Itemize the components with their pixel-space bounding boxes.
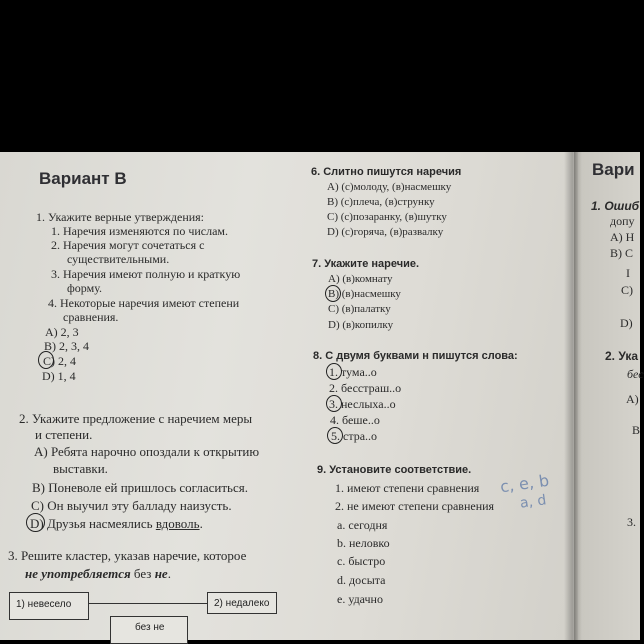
q9-word-d: d. досыта: [337, 573, 386, 587]
facing-q2-cont: бес: [627, 367, 644, 381]
q1-statement-2-cont: существительными.: [67, 252, 170, 266]
cluster-box-1: 1) невесело: [9, 592, 89, 620]
cluster-center-box: без не: [110, 616, 188, 644]
facing-q2-option: A): [626, 392, 639, 406]
q8-prompt: 8. С двумя буквами н пишутся слова:: [313, 350, 518, 362]
answer-circle-mark: [325, 285, 341, 302]
page-gutter-shadow: [564, 152, 578, 640]
q1-option-d: D) 1, 4: [42, 369, 76, 383]
answer-circle-mark: [26, 513, 45, 532]
underlined-answer-word: вдоволь: [155, 516, 200, 531]
q7-option-d: D) (в)копилку: [328, 319, 394, 331]
q9-word-c: c. быстро: [337, 554, 386, 568]
q1-prompt: 1. Укажите верные утверждения:: [36, 210, 205, 224]
q1-statement-3-cont: форму.: [67, 281, 102, 295]
handwritten-answer: a, d: [519, 492, 548, 512]
facing-option-a: A) Н: [610, 230, 635, 244]
q9-category-1: 1. имеют степени сравнения: [335, 481, 480, 495]
facing-option-d: D): [620, 316, 633, 330]
q3-prompt-cont: не употребляется без не.: [25, 566, 171, 581]
answer-circle-mark: [326, 395, 342, 412]
q6-prompt: 6. Слитно пишутся наречия: [311, 166, 462, 178]
q2-option-a-cont: выставки.: [53, 461, 108, 476]
facing-option-b: B) С: [610, 246, 634, 260]
q1-statement-2: 2. Наречия могут сочетаться с: [51, 238, 205, 252]
q7-option-c: C) (в)палатку: [328, 303, 391, 315]
q2-option-a: A) Ребята нарочно опоздали к открытию: [34, 444, 260, 459]
facing-option-c: C): [621, 283, 633, 297]
facing-q3: 3.: [627, 515, 636, 529]
q8-word-4: 4. беше..о: [330, 413, 380, 427]
q6-option-b: B) (с)плеча, (в)струнку: [327, 196, 435, 208]
facing-q2-option-b: B: [632, 423, 641, 437]
q8-word-5: 5. стра..о: [331, 429, 378, 443]
q9-category-2: 2. не имеют степени сравнения: [335, 499, 495, 513]
cluster-connector: [89, 603, 207, 604]
cluster-box-2: 2) недалеко: [207, 592, 277, 614]
q2-option-b: B) Поневоле ей пришлось согласиться.: [32, 480, 248, 495]
q1-option-a: A) 2, 3: [45, 325, 79, 339]
q9-word-e: e. удачно: [337, 592, 383, 606]
facing-title: Вари: [592, 160, 635, 179]
q1-option-b: B) 2, 3, 4: [44, 339, 89, 353]
q9-word-b: b. неловко: [337, 536, 390, 550]
q6-option-c: C) (с)позаранку, (в)шутку: [327, 211, 447, 223]
q1-statement-4: 4. Некоторые наречия имеют степени: [48, 296, 240, 310]
q9-prompt: 9. Установите соответствие.: [317, 464, 472, 476]
facing-q1: 1. Ошиб: [591, 199, 640, 213]
q1-option-c: C) 2, 4: [43, 354, 76, 368]
q7-prompt: 7. Укажите наречие.: [312, 258, 420, 270]
q6-option-d: D) (с)горяча, (в)развалку: [327, 226, 444, 238]
handwritten-answer: c, e, b: [498, 470, 551, 497]
answer-circle-mark: [327, 427, 343, 444]
q2-option-d: D) Друзья насмеялись вдоволь.: [30, 516, 203, 531]
q8-word-3: 3. неслыха..о: [329, 397, 396, 411]
q1-statement-4-cont: сравнения.: [63, 310, 119, 324]
facing-q2: 2. Ука: [605, 349, 639, 363]
facing-fragment: I: [626, 266, 630, 280]
q6-option-a: A) (с)молоду, (в)насмешку: [327, 181, 452, 193]
q1-statement-1: 1. Наречия изменяются по числам.: [51, 224, 229, 238]
q2-prompt: 2. Укажите предложение с наречием меры: [19, 411, 253, 426]
answer-circle-mark: [38, 351, 54, 369]
q2-prompt-cont: и степени.: [35, 427, 93, 442]
q7-option-a: A) (в)комнату: [328, 273, 393, 285]
q9-word-a: a. сегодня: [337, 518, 388, 532]
q7-option-b: B) (в)насмешку: [328, 288, 401, 300]
answer-circle-mark: [326, 363, 342, 380]
q8-word-1: 1. тума..о: [329, 365, 377, 379]
q2-option-c: C) Он выучил эту балладу наизусть.: [31, 498, 232, 513]
facing-q1-cont: допу: [610, 214, 635, 228]
q8-word-2: 2. бесстраш..о: [329, 381, 402, 395]
q3-prompt: 3. Решите кластер, указав наречие, которое: [8, 548, 247, 563]
q1-statement-3: 3. Наречия имеют полную и краткую: [51, 267, 241, 281]
variant-title: Вариант В: [39, 169, 127, 188]
